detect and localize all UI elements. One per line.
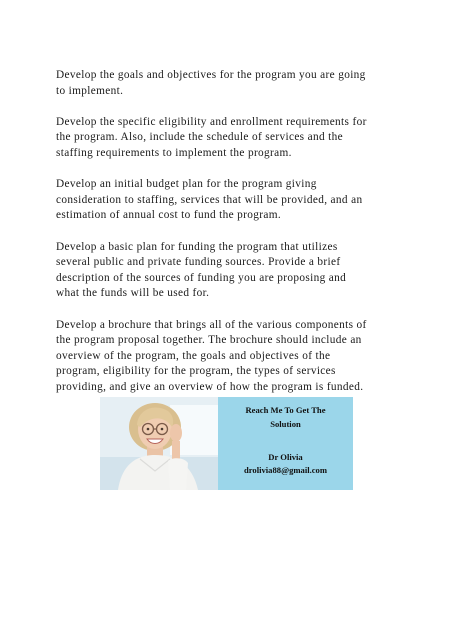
- paragraph-budget: Develop an initial budget plan for the program giving consideration to staffing, services that will be provided, and an estimation of annual cost to fund the program.: [56, 178, 363, 222]
- banner-heading-line1: Reach Me To Get The: [245, 405, 326, 415]
- contact-panel: [218, 397, 353, 490]
- woman-photo: [100, 397, 218, 490]
- paragraph-eligibility: Develop the specific eligibility and enrollment requirements for the program. Also, include the schedule of services and the staffing requirements to implement the program.: [56, 115, 367, 159]
- banner-heading-line2: Solution: [270, 419, 301, 429]
- body-text: [56, 68, 401, 411]
- woman-illustration: [100, 397, 218, 490]
- contact-banner: [100, 397, 353, 490]
- paragraph-funding: Develop a basic plan for funding the program that utilizes several public and private funding sources. Provide a brief description of the sources of funding you are proposing and what the funds will be used for.: [56, 240, 347, 300]
- contact-name: Dr Olivia: [268, 452, 303, 462]
- paragraph-goals: Develop the goals and objectives for the program you are going to implement.: [56, 69, 366, 97]
- contact-email[interactable]: drolivia88@gmail.com: [243, 465, 328, 475]
- paragraph-brochure: Develop a brochure that brings all of the various components of the program proposal together. The brochure should include an overview of the program, the goals and objectives of the program, eligibility for the program, the types of services providing, and give an overview of how the program is funded.: [56, 318, 367, 393]
